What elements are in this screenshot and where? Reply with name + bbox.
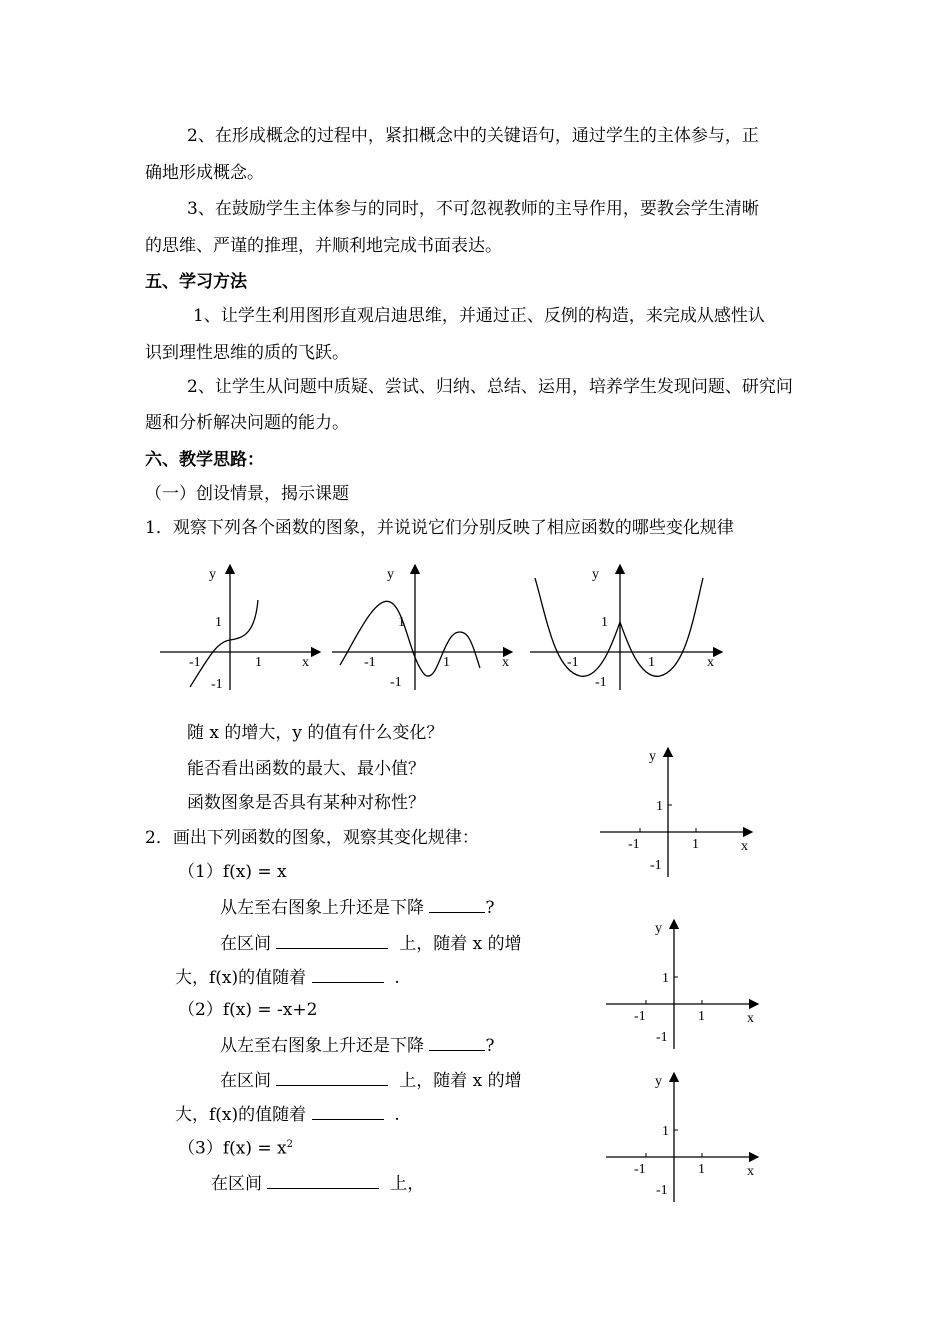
svg-text:y: y	[649, 749, 656, 764]
exercise-line: 从左至右图象上升还是下降 ?	[220, 1036, 495, 1056]
svg-text:1: 1	[698, 1162, 705, 1177]
svg-text:x: x	[747, 1011, 754, 1026]
exercise-line: 在区间 上，随着 x 的增	[220, 934, 522, 954]
exercise-line: 从左至右图象上升还是下降 ?	[220, 898, 495, 918]
svg-text:1: 1	[662, 971, 669, 986]
exercise-line: 在区间 上，随着 x 的增	[220, 1071, 522, 1091]
paragraph-line: 2、让学生从问题中质疑、尝试、归纳、总结、运用，培养学生发现问题、研究问	[187, 377, 793, 397]
blank-coordinate-axes-2	[606, 917, 766, 1052]
paragraph-line: 题和分析解决问题的能力。	[145, 413, 349, 433]
section-heading: 五、学习方法	[145, 272, 247, 292]
exercise-line: 在区间 上，	[211, 1174, 425, 1194]
question-line: 能否看出函数的最大、最小值？	[187, 759, 425, 779]
paragraph-line: 3、在鼓励学生主体参与的同时，不可忽视教师的主导作用，要教会学生清晰	[187, 199, 759, 219]
question-line: 函数图象是否具有某种对称性？	[187, 793, 425, 813]
svg-text:1: 1	[398, 615, 405, 630]
answer-blank[interactable]	[276, 1071, 388, 1086]
answer-blank[interactable]	[429, 1036, 485, 1051]
answer-blank[interactable]	[267, 1174, 379, 1189]
svg-text:1: 1	[698, 1009, 705, 1024]
question-line: 1．观察下列各个函数的图象，并说说它们分别反映了相应函数的哪些变化规律	[145, 518, 734, 538]
svg-text:1: 1	[662, 1124, 669, 1139]
function-graph-cubic	[155, 560, 325, 695]
svg-text:1: 1	[443, 655, 450, 670]
svg-text:x: x	[707, 655, 714, 670]
svg-text:1: 1	[215, 615, 222, 630]
paragraph-line: 1、让学生利用图形直观启迪思维，并通过正、反例的构造，来完成从感性认	[193, 306, 765, 326]
svg-text:1: 1	[601, 615, 608, 630]
svg-text:1: 1	[255, 655, 262, 670]
svg-text:x: x	[747, 1164, 754, 1179]
svg-text:y: y	[592, 567, 599, 582]
svg-text:x: x	[741, 839, 748, 854]
blank-coordinate-axes-3	[606, 1070, 766, 1205]
svg-text:-1: -1	[211, 677, 223, 692]
svg-text:-1: -1	[656, 1030, 668, 1045]
question-line: 2．画出下列函数的图象，观察其变化规律：	[145, 828, 479, 848]
y-axis-label: y	[209, 567, 216, 582]
paragraph-line: 识到理性思维的质的飞跃。	[145, 343, 349, 363]
function-label: $(3)f(x) = x^2$	[178, 1138, 293, 1159]
svg-text:x: x	[502, 655, 509, 670]
answer-blank[interactable]	[312, 1105, 384, 1120]
svg-text:-1: -1	[634, 1009, 646, 1024]
svg-text:1: 1	[692, 837, 699, 852]
svg-text:-1: -1	[189, 655, 201, 670]
answer-blank[interactable]	[312, 968, 384, 983]
svg-text:1: 1	[656, 799, 663, 814]
subsection-heading: （一）创设情景，揭示课题	[145, 484, 349, 504]
answer-blank[interactable]	[429, 898, 485, 913]
paragraph-line: 确地形成概念。	[145, 163, 264, 183]
svg-text:-1: -1	[390, 675, 402, 690]
paragraph-line: 的思维、严谨的推理，并顺利地完成书面表达。	[145, 236, 502, 256]
function-label: （1）f(x) = x	[178, 862, 287, 882]
svg-text:-1: -1	[595, 675, 607, 690]
function-graph-w-shape	[525, 560, 725, 695]
exercise-line: 大，f(x)的值随着 .	[175, 968, 400, 988]
question-line: 随 x 的增大，y 的值有什么变化？	[187, 723, 444, 743]
svg-text:y: y	[655, 1074, 662, 1089]
svg-text:-1: -1	[650, 858, 662, 873]
svg-text:y: y	[387, 567, 394, 582]
svg-text:1: 1	[648, 655, 655, 670]
x-axis-label: x	[302, 655, 309, 670]
svg-text:-1: -1	[567, 655, 579, 670]
svg-text:-1: -1	[634, 1162, 646, 1177]
function-graph-wave	[330, 560, 520, 695]
svg-text:-1: -1	[656, 1183, 668, 1198]
function-label: （2）f(x) = -x+2	[178, 1000, 318, 1020]
blank-coordinate-axes-1	[600, 745, 760, 880]
svg-text:y: y	[655, 921, 662, 936]
svg-text:-1: -1	[628, 837, 640, 852]
exercise-line: 大，f(x)的值随着 .	[175, 1105, 400, 1125]
svg-text:-1: -1	[364, 655, 376, 670]
section-heading: 六、教学思路：	[145, 450, 264, 470]
paragraph-line: 2、在形成概念的过程中，紧扣概念中的关键语句，通过学生的主体参与，正	[187, 126, 759, 146]
answer-blank[interactable]	[276, 934, 388, 949]
